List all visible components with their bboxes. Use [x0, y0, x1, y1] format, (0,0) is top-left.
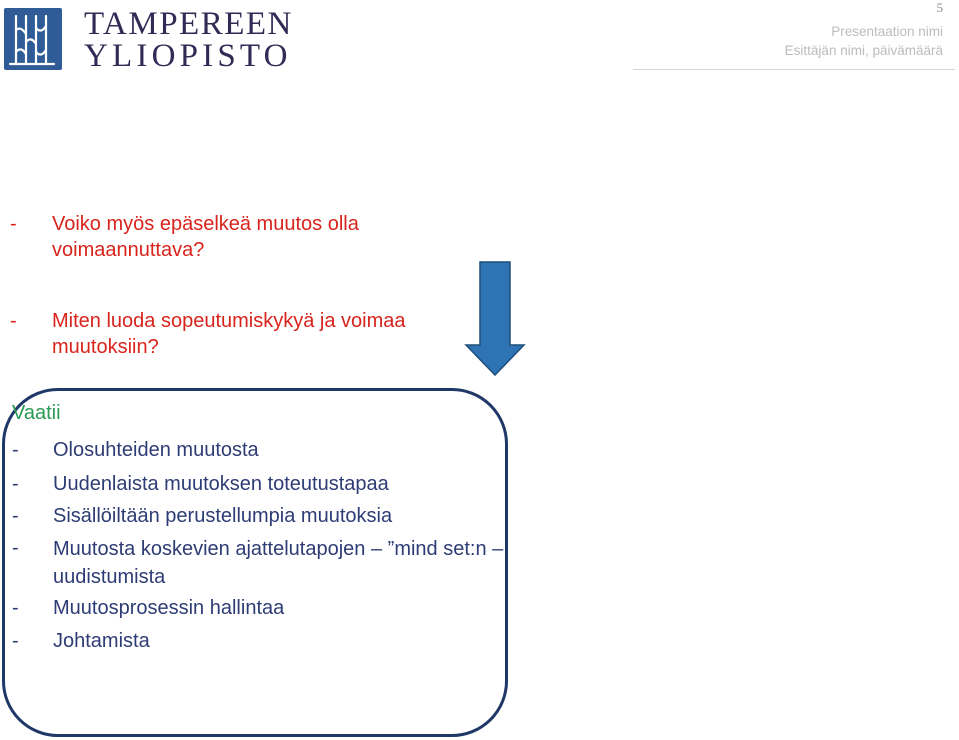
list-item-text: Sisällöiltään perustellumpia muutoksia — [53, 505, 393, 527]
page-number: 5 — [936, 0, 943, 15]
list-item-text: Olosuhteiden muutosta — [53, 439, 259, 461]
logo-wordmark-line1: TAMPEREEN — [84, 6, 293, 42]
bullet-dash: - — [10, 213, 17, 235]
bullet-dash: - — [12, 630, 19, 652]
university-logo — [4, 8, 334, 72]
presenter-info: Esittäjän nimi, päivämäärä — [784, 43, 943, 58]
requirements-list — [12, 435, 512, 656]
list-item — [12, 533, 512, 591]
list-item — [12, 469, 512, 499]
list-item-text: Uudenlaista muutoksen toteutustapaa — [53, 473, 389, 495]
list-item — [12, 626, 512, 656]
list-item — [12, 593, 512, 623]
list-item-text: Muutosprosessin hallintaa — [53, 597, 285, 619]
logo-wordmark-line2: YLIOPISTO — [84, 38, 292, 74]
question-item — [10, 211, 492, 263]
bullet-dash: - — [12, 597, 19, 619]
bullet-dash: - — [10, 310, 17, 332]
list-item-text: Johtamista — [53, 630, 150, 652]
question-item — [10, 308, 492, 360]
list-item — [12, 435, 512, 465]
requirements-heading: Vaatii — [12, 402, 61, 424]
question-text: Miten luoda sopeutumiskykyä ja voimaa muutoksiin? — [52, 310, 406, 358]
bullet-dash: - — [12, 473, 19, 495]
question-text: Voiko myös epäselkeä muutos olla voimaannuttava? — [52, 213, 359, 261]
list-item — [12, 501, 512, 531]
list-item-text: Muutosta koskevien ajattelutapojen – ”mind set:n –uudistumista — [53, 538, 504, 588]
header-divider — [633, 69, 955, 70]
bullet-dash: - — [12, 537, 19, 559]
university-logo-icon — [4, 8, 62, 70]
presentation-title: Presentaation nimi — [831, 24, 943, 39]
bullet-dash: - — [12, 505, 19, 527]
bullet-dash: - — [12, 439, 19, 461]
down-arrow-icon — [464, 261, 526, 377]
